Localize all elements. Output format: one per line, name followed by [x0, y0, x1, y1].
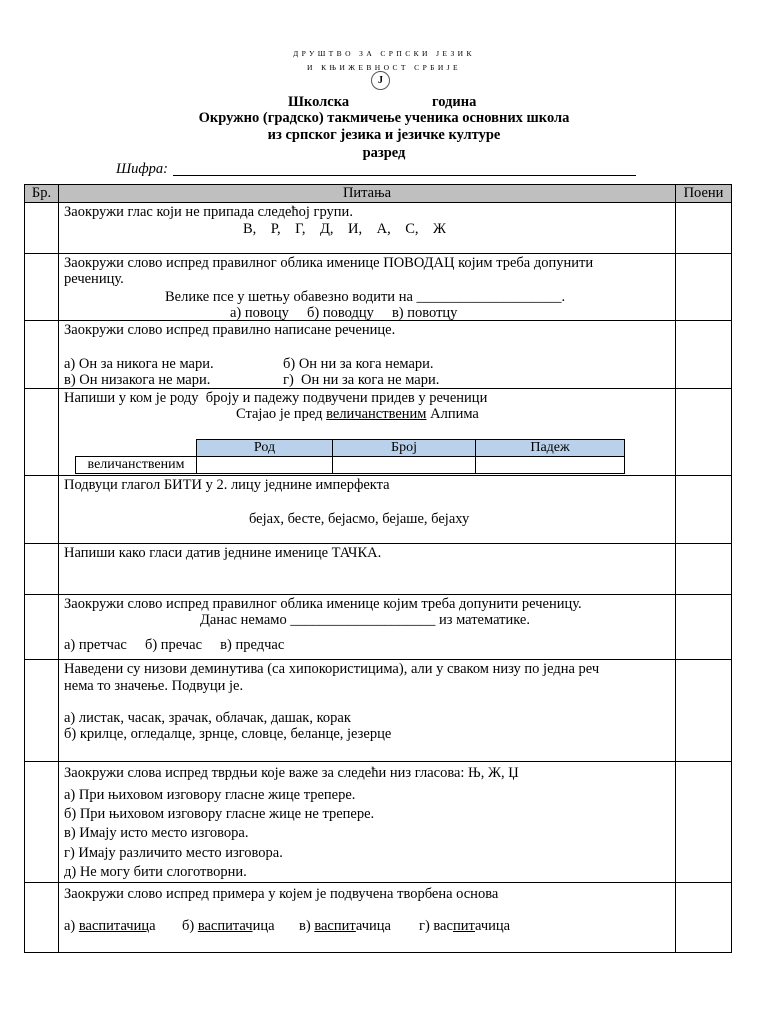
q9-option-d: г) Имају различито место изговора. — [64, 845, 283, 861]
number-cell — [25, 883, 59, 953]
q10-a-rest: а — [149, 918, 156, 934]
title-competition: Окружно (градско) такмичење ученика основних школа — [198, 110, 570, 126]
q2-text-line2: реченицу. — [64, 271, 124, 287]
q2-text-line1: Заокружи слово испред правилног облика именице ПОВОДАЦ којим треба допунити — [64, 255, 594, 271]
number-cell — [25, 660, 59, 762]
q6-text: Напиши како гласи датив једнине именице ТАЧКА. — [64, 545, 382, 561]
q7-sentence: Данас немамо ____________________ из математике. — [200, 612, 530, 628]
points-cell[interactable] — [676, 660, 732, 762]
title-year: година — [432, 94, 477, 110]
q1-text: Заокружи глас који не припада следећој групи. — [64, 204, 353, 220]
q10-b-rest: ица — [252, 918, 275, 934]
number-cell — [25, 762, 59, 883]
number-cell — [25, 254, 59, 321]
code-label: Шифра: — [116, 161, 168, 177]
q9-option-b: б) При њиховом изговору гласне жице не трепере. — [64, 806, 375, 822]
q3-option-d: г) Он ни за кога не мари. — [283, 372, 440, 388]
q10-b-underlined: васпитач — [197, 918, 253, 934]
points-cell[interactable] — [676, 595, 732, 660]
q10-b-prefix: б) — [182, 918, 198, 934]
q2-sentence: Велике псе у шетњу обавезно водити на ____________________. — [165, 289, 566, 305]
q4-number-answer[interactable] — [333, 457, 476, 474]
q10-d-rest: ачица — [474, 918, 511, 934]
points-cell[interactable] — [676, 203, 732, 254]
q8-text-line2: нема то значење. Подвуци је. — [64, 678, 244, 694]
society-logo: Ј — [371, 71, 390, 90]
q8-text-line1: Наведени су низови деминутива (са хипокористицима), али у сваком низу по једна реч — [64, 661, 600, 677]
society-name-line1: ДРУШТВО ЗА СРПСКИ ЈЕЗИК — [293, 49, 475, 58]
q9-option-c: в) Имају исто место изговора. — [64, 825, 249, 841]
q4-col-gender: Род — [197, 440, 333, 457]
q4-col-case: Падеж — [476, 440, 625, 457]
q4-underlined-adjective: величанственим — [326, 406, 427, 422]
question-row-4 — [25, 389, 732, 476]
question-row-10 — [25, 883, 732, 953]
q4-answer-table — [75, 439, 625, 474]
points-cell[interactable] — [676, 544, 732, 595]
q3-option-c: в) Он низакога не мари. — [64, 372, 211, 388]
number-cell — [25, 544, 59, 595]
q8-option-b: б) крилце, огледалце, зрнце, словце, беланце, језерце — [64, 726, 392, 742]
q10-option-a — [64, 918, 156, 935]
points-cell[interactable] — [676, 883, 732, 953]
col-header-points: Поени — [676, 185, 732, 203]
points-cell[interactable] — [676, 762, 732, 883]
question-row-8 — [25, 660, 732, 762]
q10-a-underlined: васпитачиц — [78, 918, 150, 934]
q10-c-rest: ачица — [355, 918, 391, 934]
q10-d-underlined: пит — [452, 918, 475, 934]
q4-text: Напиши у ком је роду броју и падежу подвучени придев у реченици — [64, 390, 488, 406]
q3-text: Заокружи слово испред правилно написане реченице. — [64, 322, 396, 338]
q10-c-underlined: васпит — [314, 918, 356, 934]
q4-col-number: Број — [333, 440, 476, 457]
question-row-7 — [25, 595, 732, 660]
q5-words: бејах, бесте, бејасмо, бејаше, бејаху — [249, 511, 470, 527]
q8-option-a: а) листак, часак, зрачак, облачак, дашак, корак — [64, 710, 351, 726]
q4-case-answer[interactable] — [476, 457, 625, 474]
points-cell[interactable] — [676, 476, 732, 544]
q5-text: Подвуци глагол БИТИ у 2. лицу једнине имперфекта — [64, 477, 390, 493]
number-cell — [25, 476, 59, 544]
q9-text: Заокружи слова испред тврдњи које важе за следећи низ гласова: Њ, Ж, Џ — [64, 765, 519, 781]
q4-row-word: величанственим — [76, 457, 197, 474]
code-field[interactable] — [173, 175, 636, 176]
q10-option-b — [182, 918, 275, 935]
points-cell[interactable] — [676, 321, 732, 389]
society-name-line2: И КЊИЖЕВНОСТ СРБИЈЕ — [307, 63, 461, 72]
q7-options: а) претчас б) пречас в) предчас — [64, 637, 285, 653]
question-row-5 — [25, 476, 732, 544]
title-school: Школска — [288, 94, 350, 110]
number-cell — [25, 321, 59, 389]
q10-option-c — [299, 918, 391, 935]
q9-option-e: д) Не могу бити слоготворни. — [64, 864, 247, 880]
number-cell — [25, 389, 59, 476]
number-cell — [25, 595, 59, 660]
q3-option-b: б) Он ни за кога немари. — [283, 356, 434, 372]
number-cell — [25, 203, 59, 254]
q10-d-prefix: г) вас — [419, 918, 453, 934]
q7-text: Заокружи слово испред правилног облика именице којим треба допунити реченицу. — [64, 596, 582, 612]
title-grade: разред — [362, 145, 406, 161]
q3-option-a: а) Он за никога не мари. — [64, 356, 214, 372]
q10-text: Заокружи слово испред примера у којем је подвучена творбена основа — [64, 886, 499, 902]
q10-a-prefix: а) — [64, 918, 79, 934]
question-row-9 — [25, 762, 732, 883]
q4-gender-answer[interactable] — [197, 457, 333, 474]
q4-sentence-start: Стајао је пред — [236, 406, 327, 422]
question-row-6 — [25, 544, 732, 595]
col-header-questions: Питања — [59, 185, 676, 203]
question-row-1 — [25, 203, 732, 254]
q10-c-prefix: в) — [299, 918, 315, 934]
col-header-number: Бр. — [25, 185, 59, 203]
points-cell[interactable] — [676, 389, 732, 476]
q1-letters: В, Р, Г, Д, И, А, С, Ж — [243, 221, 447, 237]
q10-option-d — [419, 918, 510, 935]
question-row-3 — [25, 321, 732, 389]
question-row-2 — [25, 254, 732, 321]
q4-sentence — [236, 406, 479, 423]
title-subject: из српског језика и језичке културе — [267, 127, 501, 143]
q4-sentence-end: Алпима — [426, 406, 479, 422]
questions-table — [24, 184, 732, 953]
points-cell[interactable] — [676, 254, 732, 321]
q9-option-a: а) При њиховом изговору гласне жице трепере. — [64, 787, 356, 803]
q2-options: а) повоцу б) поводцу в) повотцу — [230, 305, 458, 321]
